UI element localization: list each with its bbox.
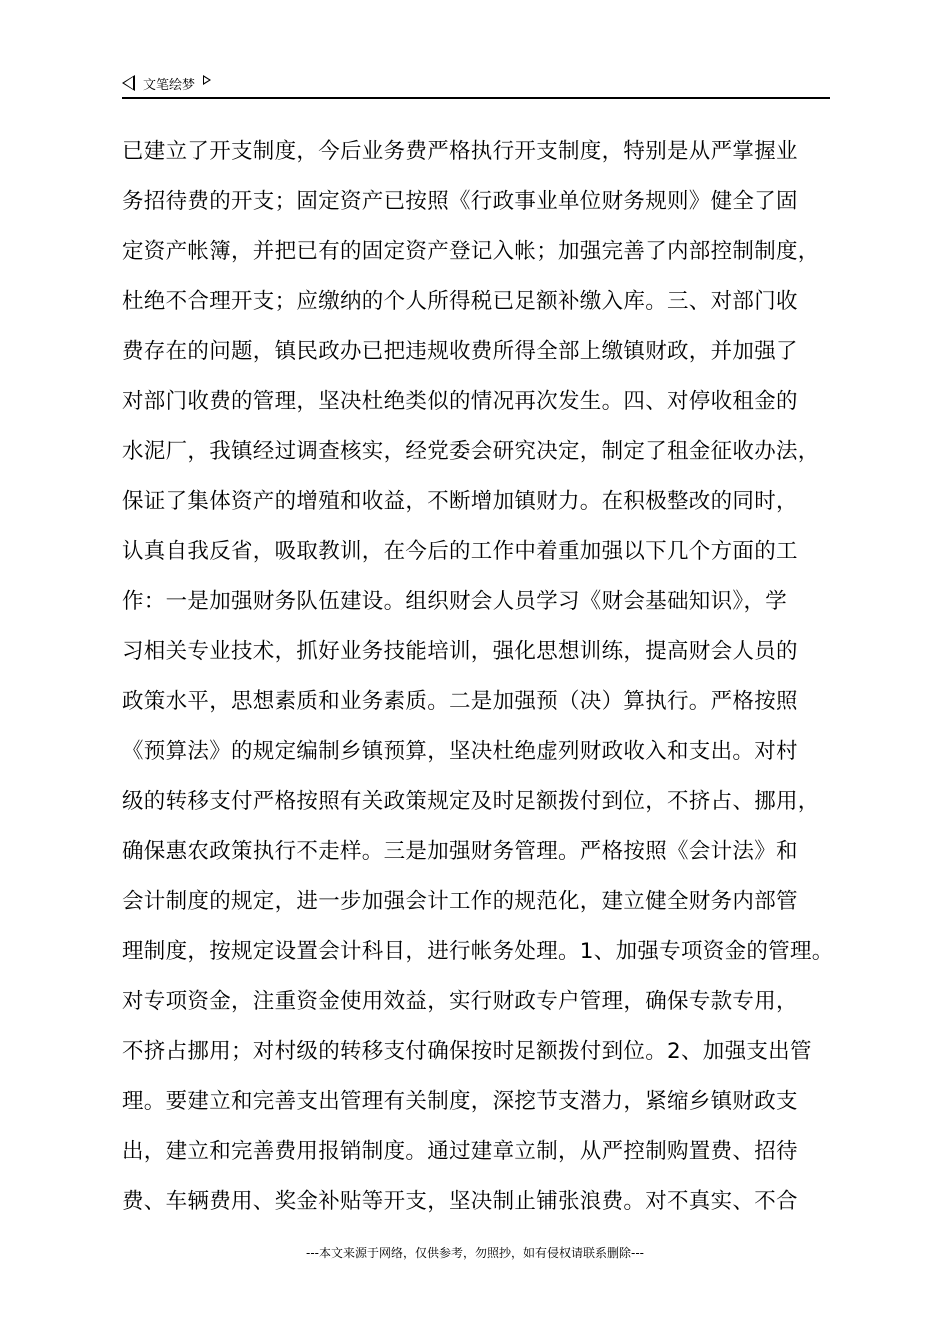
body-line: 务招待费的开支；固定资产已按照《行政事业单位财务规则》健全了固 [122,189,798,214]
page-header [122,72,211,94]
body-line: 出，建立和完善费用报销制度。通过建章立制，从严控制购置费、招待 [122,1139,798,1164]
body-line: 费、车辆费用、奖金补贴等开支，坚决制止铺张浪费。对不真实、不合 [122,1189,798,1214]
footer-notice: ---本文来源于网络，仅供参考，勿照抄，如有侵权请联系删除--- [306,1246,644,1260]
body-line: 杜绝不合理开支；应缴纳的个人所得税已足额补缴入库。三、对部门收 [122,289,798,314]
triangle-left-icon [122,75,135,91]
body-line: 对部门收费的管理，坚决杜绝类似的情况再次发生。四、对停收租金的 [122,389,798,414]
body-line: 已建立了开支制度，今后业务费严格执行开支制度，特别是从严掌握业 [122,139,798,164]
body-line: 理。要建立和完善支出管理有关制度，深挖节支潜力，紧缩乡镇财政支 [122,1089,798,1114]
header-title: 文笔绘梦 [143,77,196,93]
body-line: 《预算法》的规定编制乡镇预算，坚决杜绝虚列财政收入和支出。对村 [122,739,798,764]
body-line: 确保惠农政策执行不走样。三是加强财务管理。严格按照《会计法》和 [122,839,798,864]
body-line: 认真自我反省，吸取教训，在今后的工作中着重加强以下几个方面的工 [122,539,798,564]
body-line: 费存在的问题，镇民政办已把违规收费所得全部上缴镇财政，并加强了 [122,339,798,364]
document-body [122,127,842,1227]
triangle-right-icon [203,75,211,85]
body-line: 政策水平，思想素质和业务素质。二是加强预（决）算执行。严格按照 [122,689,798,714]
body-line: 保证了集体资产的增殖和收益，不断增加镇财力。在积极整改的同时， [122,489,798,514]
body-line: 会计制度的规定，进一步加强会计工作的规范化，建立健全财务内部管 [122,889,798,914]
header-divider [122,97,830,99]
body-line: 习相关专业技术，抓好业务技能培训，强化思想训练，提高财会人员的 [122,639,798,664]
body-line: 理制度，按规定设置会计科目，进行帐务处理。1、加强专项资金的管理。 [122,939,834,964]
body-line: 作：一是加强财务队伍建设。组织财会人员学习《财会基础知识》，学 [122,589,788,614]
body-line: 不挤占挪用；对村级的转移支付确保按时足额拨付到位。2、加强支出管 [122,1039,812,1064]
body-line: 水泥厂，我镇经过调查核实，经党委会研究决定，制定了租金征收办法， [122,439,820,464]
body-line: 定资产帐簿，并把已有的固定资产登记入帐；加强完善了内部控制制度， [122,239,820,264]
body-line: 级的转移支付严格按照有关政策规定及时足额拨付到位，不挤占、挪用， [122,789,820,814]
body-line: 对专项资金，注重资金使用效益，实行财政专户管理，确保专款专用， [122,989,798,1014]
